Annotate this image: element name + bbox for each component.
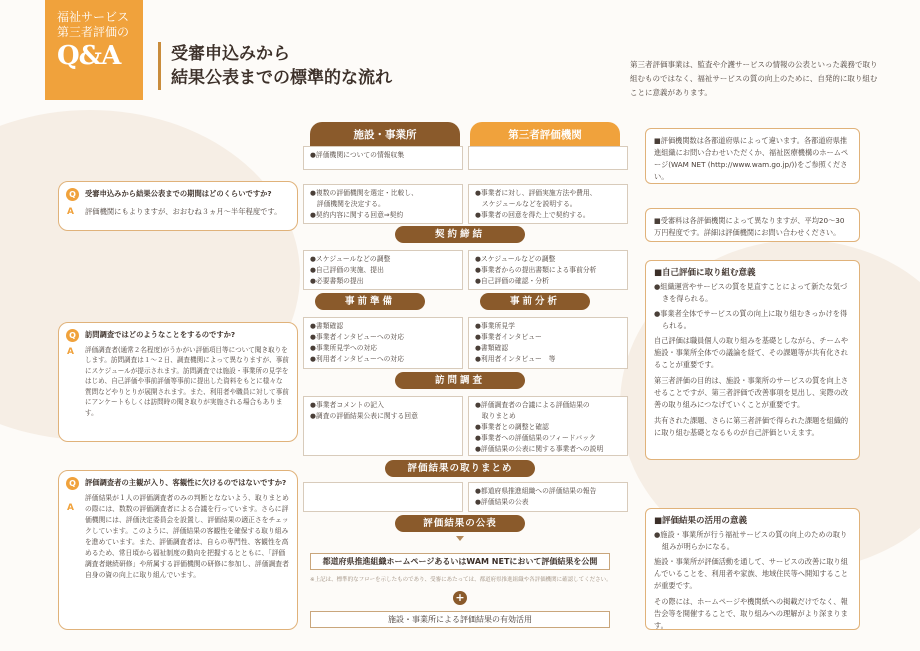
flow-item: 評価機関を決定する。	[310, 200, 385, 208]
box-heading: ■自己評価に取り組む意義	[654, 268, 756, 278]
flow-item: ●事業者の回意を得た上で契約する。	[475, 211, 590, 219]
flow-item: ●事業者インタビューへの対応	[310, 333, 405, 341]
flow-item: ●自己評価の実施、提出	[310, 266, 384, 274]
flow-box-evaluator	[468, 184, 628, 224]
stage-summary: 評価結果の取りまとめ	[385, 460, 535, 477]
flow-item: ●事業者との調整と確認	[475, 423, 549, 431]
box-bullet: ●事業者全体でサービスの質の向上に取り組むきっかけを得られる。	[654, 309, 848, 330]
logo	[45, 0, 143, 100]
flow-box-facility	[303, 482, 463, 512]
logo-line1: 福祉サービス	[57, 10, 130, 24]
flow-item: ●契約内容に関する回意⇒契約	[310, 211, 404, 219]
flow-item: ●調査の評価結果公表に関する回意	[310, 412, 418, 420]
qa-box	[58, 322, 298, 442]
flow-box-evaluator	[468, 396, 628, 456]
title-line2: 結果公表までの標準的な流れ	[171, 68, 392, 88]
column-header-facility: 施設・事業所	[310, 122, 460, 146]
flow-item: ●評価機関についての情報収集	[310, 151, 405, 159]
answer-icon: A	[67, 347, 74, 357]
box-paragraph: その際には、ホームページや機関紙への掲載だけでなく、報告会等を開催することで、取り組みへの理解がより深まります。	[654, 597, 848, 630]
question-text: 訪問調査ではどのようなことをするのですか?	[85, 330, 236, 339]
flow-box-evaluator	[468, 482, 628, 512]
question-text: 評価調査者の主観が入り、客観性に欠けるのではないですか?	[85, 478, 287, 487]
flow-item: 取りまとめ	[475, 412, 516, 420]
qa-box	[58, 181, 298, 231]
down-arrow-icon	[456, 536, 464, 541]
flow-box-evaluator	[468, 317, 628, 369]
flow-box-facility	[303, 396, 463, 456]
stage-publish: 評価結果の公表	[395, 515, 525, 532]
info-box-results-use	[645, 508, 860, 630]
answer-icon: A	[67, 503, 74, 513]
question-icon: Q	[66, 477, 79, 490]
box-paragraph: 共有された課題、さらに第三者評価で得られた課題を組織的に取り組む基礎となるものが自己評価といえます。	[654, 416, 849, 437]
intro-text: 第三者評価事業は、監査や介護サービスの情報の公表といった義務で取り組むものではなく、福祉サービスの質の向上のために、自発的に取り組むことに意義があります。	[630, 60, 878, 97]
flow-box-evaluator	[468, 146, 628, 170]
box-bullet: ●施設・事業所が行う福祉サービスの質の向上のための取り組みが明らかになる。	[654, 530, 848, 551]
flow-item: ●評価結果の公表	[475, 498, 529, 506]
flow-item: ●スケジュールなどの調整	[475, 255, 556, 263]
question-icon: Q	[66, 188, 79, 201]
box-paragraph: 第三者評価の目的は、施設・事業所のサービスの質を向上させることですが、第三者評価で改善事項を見出し、実際の改善の取り組みにつなげていくことが重要です。	[654, 376, 849, 409]
box-heading: ■評価結果の活用の意義	[654, 516, 748, 526]
flow-box-facility	[303, 317, 463, 369]
flow-box-facility	[303, 250, 463, 290]
stage-analysis: 事前分析	[480, 293, 590, 310]
flow-item: ●事業所見学への対応	[310, 344, 378, 352]
title-line1: 受審申込みから	[171, 44, 290, 64]
info-box-self-evaluation	[645, 260, 860, 460]
page-title	[158, 42, 468, 90]
flow-item: ●評価調査者の合議による評価結果の	[475, 401, 590, 409]
column-header-evaluator: 第三者評価機関	[470, 122, 620, 146]
flow-item: ●複数の評価機関を選定・比較し、	[310, 189, 418, 197]
answer-icon: A	[67, 207, 74, 217]
flow-item: ●都道府県推進組織への評価結果の報告	[475, 487, 597, 495]
flow-item: ●事業者インタビュー	[475, 333, 542, 341]
answer-text: 評価調査者(通常２名程度)がうかがい評価項目等について聞き取りをします。訪問調査は１〜２日、調査機関によって異なりますが、事前にスケジュールが提示されます。訪問調査では施設・事業所の見学をはじめ、自己評価や事前評価等事前に提出した資料をもとに様々な質問などやりとりが展開されます。また、利用者や職員に対して事前にアンケートもしくは訪問時の聞き取りが実施される場合もあります。	[85, 345, 289, 417]
flow-item: ●必要書類の提出	[310, 277, 364, 285]
box-paragraph: 施設・事業所が評価活動を通して、サービスの改善に取り組んでいることを、利用者や家族、地域住民等へ開知することが重要です。	[654, 557, 849, 590]
flow-item: ●書類確認	[475, 344, 509, 352]
flow-item: ●自己評価の確認・分析	[475, 277, 549, 285]
stage-prep: 事前準備	[315, 293, 425, 310]
flow-item: ●利用者インタビューへの対応	[310, 355, 405, 363]
publish-bar: 都道府県推進組織ホームページあるいはWAM NETにおいて評価結果を公開	[310, 553, 610, 570]
flow-item: ●利用者インタビュー 等	[475, 355, 556, 363]
flow-item: ●評価結果の公表に関する事業者への説明	[475, 445, 604, 453]
question-icon: Q	[66, 329, 79, 342]
flow-item: スケジュールなどを説明する。	[475, 200, 577, 208]
box-bullet: ●組織運営やサービスの質を見直すことによって新たな気づきを得られる。	[654, 282, 848, 303]
answer-text: 評価結果が１人の評価調査者のみの判断となないよう、取りまとめの際には、数数の評価調査者による合議を行っています。さらに評価機関には、評価決定委員会を設置し、評価結果の適正さをチェックしています。このように、評価結果の客観性を確保する取り組みを進めています。また、評価調査者は、自らの専門性、客観性を高めるため、常日頃から福祉制度の動向を把握するとともに、「評価調査者継続研修」や所属する評価機関の研修に参加し、評価調査者自身の資の向上に取り組んでいます。	[85, 493, 289, 579]
flow-item: ●事業所見学	[475, 322, 515, 330]
effective-use-bar: 施設・事業所による評価結果の有効活用	[310, 611, 610, 628]
flow-item: ●事業者からの提出書類による事前分析	[475, 266, 597, 274]
flow-item: ●事業者に対し、評価実施方法や費用、	[475, 189, 597, 197]
flow-box-evaluator	[468, 250, 628, 290]
flow-box-facility	[303, 184, 463, 224]
logo-line2: 第三者評価の	[57, 25, 130, 39]
question-text: 受審申込みから結果公表までの期間はどのくらいですか?	[85, 189, 272, 198]
plus-icon: +	[453, 591, 467, 605]
qa-box	[58, 470, 298, 630]
answer-text: 評価機関にもよりますが、おおむね３ヵ月〜半年程度です。	[85, 206, 282, 216]
stage-visit: 訪問調査	[395, 372, 525, 389]
info-box-evaluators: ■評価機関数は各都道府県によって違います。各都道府県推進組織にお問い合わせいただくか、福祉医療機構のホームページ(WAM NET (http://www.wam.go.jp/))をご参照ください。	[645, 128, 860, 184]
flow-item: ●事業者への評価結果のフィードバック	[475, 434, 596, 442]
logo-qa: Q&A	[57, 41, 121, 71]
flow-item: ●書類確認	[310, 322, 344, 330]
flow-note: ※上記は、標準的なフローを示したものであり、受審にあたっては、都道府県推進組織や各評価機関に確認してください。	[310, 577, 612, 583]
flow-item: ●スケジュールなどの調整	[310, 255, 391, 263]
flow-item: ●事業者コメントの記入	[310, 401, 384, 409]
stage-contract: 契約締結	[395, 226, 525, 243]
info-box-fees: ■受審料は各評価機関によって異なりますが、平均20〜30万円程度です。詳細は評価機関にお問い合わせください。	[645, 208, 860, 242]
box-paragraph: 自己評価は職員個人の取り組みを基礎としながら、チームや施設・事業所全体での議論を経て、その課題等が共有化されることが重要です。	[654, 336, 849, 369]
flow-box-facility	[303, 146, 463, 170]
